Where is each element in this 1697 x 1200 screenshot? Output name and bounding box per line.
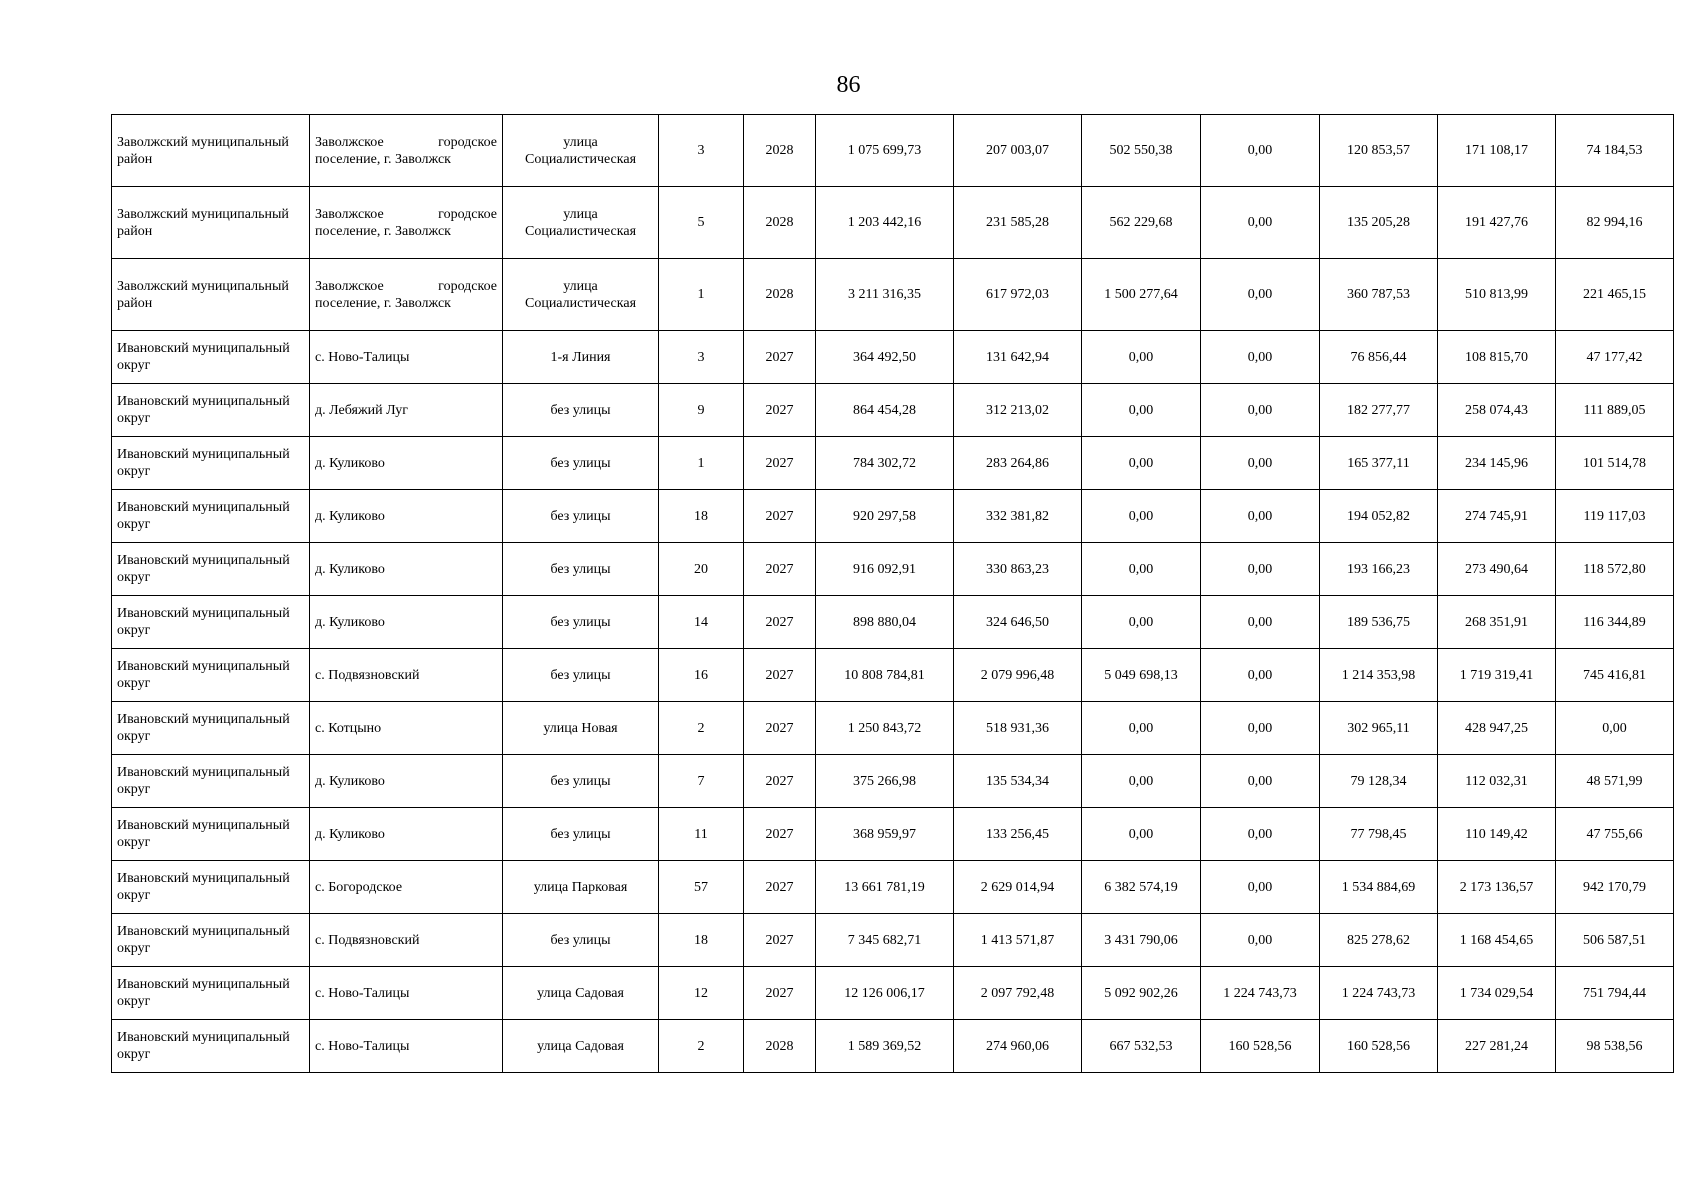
amount-col3-cell: 0,00: [1082, 543, 1201, 596]
total-cost-cell: 1 589 369,52: [816, 1020, 954, 1073]
amount-col7-cell: 751 794,44: [1556, 967, 1674, 1020]
street-cell: улица Социалистическая: [503, 115, 659, 187]
street-cell: улица Социалистическая: [503, 259, 659, 331]
amount-col4-cell: 0,00: [1201, 702, 1320, 755]
street-cell: улица Садовая: [503, 967, 659, 1020]
street-cell: без улицы: [503, 384, 659, 437]
amount-col5-cell: 77 798,45: [1320, 808, 1438, 861]
amount-col2-cell: 332 381,82: [954, 490, 1082, 543]
amount-col3-cell: 0,00: [1082, 702, 1201, 755]
amount-col3-cell: 5 092 902,26: [1082, 967, 1201, 1020]
amount-col4-cell: 1 224 743,73: [1201, 967, 1320, 1020]
amount-col4-cell: 0,00: [1201, 115, 1320, 187]
amount-col6-cell: 191 427,76: [1438, 187, 1556, 259]
amount-col2-cell: 2 097 792,48: [954, 967, 1082, 1020]
total-cost-cell: 920 297,58: [816, 490, 954, 543]
amount-col3-cell: 0,00: [1082, 808, 1201, 861]
street-cell: улица Новая: [503, 702, 659, 755]
district-cell: Ивановский муниципальный округ: [112, 384, 310, 437]
settlement-cell: с. Подвязновский: [310, 914, 503, 967]
year-cell: 2027: [744, 967, 816, 1020]
amount-col5-cell: 76 856,44: [1320, 331, 1438, 384]
district-cell: Заволжский муниципальный район: [112, 187, 310, 259]
table-row: [112, 543, 1674, 596]
district-cell: Ивановский муниципальный округ: [112, 490, 310, 543]
total-cost-cell: 7 345 682,71: [816, 914, 954, 967]
amount-col4-cell: 0,00: [1201, 543, 1320, 596]
amount-col6-cell: 428 947,25: [1438, 702, 1556, 755]
settlement-cell: д. Куликово: [310, 543, 503, 596]
amount-col3-cell: 0,00: [1082, 437, 1201, 490]
amount-col5-cell: 360 787,53: [1320, 259, 1438, 331]
street-cell: без улицы: [503, 649, 659, 702]
table-row: [112, 115, 1674, 187]
amount-col6-cell: 108 815,70: [1438, 331, 1556, 384]
amount-col5-cell: 120 853,57: [1320, 115, 1438, 187]
amount-col7-cell: 221 465,15: [1556, 259, 1674, 331]
amount-col2-cell: 131 642,94: [954, 331, 1082, 384]
street-cell: 1-я Линия: [503, 331, 659, 384]
amount-col7-cell: 101 514,78: [1556, 437, 1674, 490]
amount-col3-cell: 502 550,38: [1082, 115, 1201, 187]
amount-col5-cell: 825 278,62: [1320, 914, 1438, 967]
district-cell: Ивановский муниципальный округ: [112, 967, 310, 1020]
amount-col6-cell: 510 813,99: [1438, 259, 1556, 331]
total-cost-cell: 784 302,72: [816, 437, 954, 490]
amount-col2-cell: 312 213,02: [954, 384, 1082, 437]
house-number-cell: 1: [659, 437, 744, 490]
street-cell: без улицы: [503, 755, 659, 808]
amount-col6-cell: 1 719 319,41: [1438, 649, 1556, 702]
amount-col2-cell: 330 863,23: [954, 543, 1082, 596]
total-cost-cell: 13 661 781,19: [816, 861, 954, 914]
table-row: [112, 702, 1674, 755]
house-number-cell: 18: [659, 490, 744, 543]
amount-col6-cell: 2 173 136,57: [1438, 861, 1556, 914]
house-number-cell: 2: [659, 702, 744, 755]
amount-col3-cell: 0,00: [1082, 596, 1201, 649]
street-cell: без улицы: [503, 914, 659, 967]
amount-col2-cell: 324 646,50: [954, 596, 1082, 649]
amount-col6-cell: 112 032,31: [1438, 755, 1556, 808]
table-row: [112, 1020, 1674, 1073]
settlement-cell: д. Куликово: [310, 596, 503, 649]
amount-col5-cell: 160 528,56: [1320, 1020, 1438, 1073]
amount-col7-cell: 0,00: [1556, 702, 1674, 755]
total-cost-cell: 375 266,98: [816, 755, 954, 808]
settlement-cell: д. Куликово: [310, 437, 503, 490]
year-cell: 2027: [744, 384, 816, 437]
table-row: [112, 331, 1674, 384]
amount-col6-cell: 227 281,24: [1438, 1020, 1556, 1073]
house-number-cell: 1: [659, 259, 744, 331]
total-cost-cell: 12 126 006,17: [816, 967, 954, 1020]
amount-col3-cell: 6 382 574,19: [1082, 861, 1201, 914]
amount-col3-cell: 667 532,53: [1082, 1020, 1201, 1073]
district-cell: Ивановский муниципальный округ: [112, 649, 310, 702]
district-cell: Ивановский муниципальный округ: [112, 861, 310, 914]
table-row: [112, 755, 1674, 808]
district-cell: Ивановский муниципальный округ: [112, 808, 310, 861]
table-row: [112, 259, 1674, 331]
settlement-cell: д. Куликово: [310, 490, 503, 543]
amount-col5-cell: 193 166,23: [1320, 543, 1438, 596]
amount-col7-cell: 48 571,99: [1556, 755, 1674, 808]
house-number-cell: 9: [659, 384, 744, 437]
settlement-cell: д. Лебяжий Луг: [310, 384, 503, 437]
total-cost-cell: 1 203 442,16: [816, 187, 954, 259]
year-cell: 2027: [744, 649, 816, 702]
street-cell: улица Парковая: [503, 861, 659, 914]
amount-col2-cell: 283 264,86: [954, 437, 1082, 490]
amount-col4-cell: 0,00: [1201, 331, 1320, 384]
street-cell: без улицы: [503, 596, 659, 649]
settlement-cell: с. Ново-Талицы: [310, 331, 503, 384]
amount-col6-cell: 258 074,43: [1438, 384, 1556, 437]
amount-col7-cell: 111 889,05: [1556, 384, 1674, 437]
amount-col3-cell: 0,00: [1082, 490, 1201, 543]
house-number-cell: 16: [659, 649, 744, 702]
amount-col4-cell: 0,00: [1201, 808, 1320, 861]
amount-col6-cell: 1 168 454,65: [1438, 914, 1556, 967]
district-cell: Ивановский муниципальный округ: [112, 914, 310, 967]
year-cell: 2027: [744, 914, 816, 967]
street-cell: улица Социалистическая: [503, 187, 659, 259]
total-cost-cell: 916 092,91: [816, 543, 954, 596]
table-row: [112, 649, 1674, 702]
amount-col7-cell: 74 184,53: [1556, 115, 1674, 187]
settlement-cell: Заволжское городское поселение, г. Заволжск: [310, 259, 503, 331]
district-cell: Ивановский муниципальный округ: [112, 702, 310, 755]
house-number-cell: 18: [659, 914, 744, 967]
year-cell: 2027: [744, 702, 816, 755]
total-cost-cell: 1 075 699,73: [816, 115, 954, 187]
amount-col5-cell: 1 224 743,73: [1320, 967, 1438, 1020]
year-cell: 2027: [744, 331, 816, 384]
amount-col3-cell: 0,00: [1082, 331, 1201, 384]
amount-col4-cell: 0,00: [1201, 755, 1320, 808]
amount-col7-cell: 118 572,80: [1556, 543, 1674, 596]
year-cell: 2027: [744, 543, 816, 596]
amount-col7-cell: 47 177,42: [1556, 331, 1674, 384]
amount-col5-cell: 194 052,82: [1320, 490, 1438, 543]
amount-col5-cell: 189 536,75: [1320, 596, 1438, 649]
amount-col4-cell: 0,00: [1201, 861, 1320, 914]
table-row: [112, 861, 1674, 914]
house-number-cell: 14: [659, 596, 744, 649]
table-row: [112, 490, 1674, 543]
amount-col5-cell: 1 214 353,98: [1320, 649, 1438, 702]
amount-col4-cell: 0,00: [1201, 384, 1320, 437]
district-cell: Ивановский муниципальный округ: [112, 755, 310, 808]
settlement-cell: д. Куликово: [310, 808, 503, 861]
amount-col3-cell: 3 431 790,06: [1082, 914, 1201, 967]
amount-col4-cell: 160 528,56: [1201, 1020, 1320, 1073]
settlement-cell: с. Богородское: [310, 861, 503, 914]
amount-col7-cell: 119 117,03: [1556, 490, 1674, 543]
amount-col5-cell: 302 965,11: [1320, 702, 1438, 755]
street-cell: улица Садовая: [503, 1020, 659, 1073]
year-cell: 2028: [744, 1020, 816, 1073]
amount-col7-cell: 47 755,66: [1556, 808, 1674, 861]
amount-col3-cell: 0,00: [1082, 755, 1201, 808]
amount-col3-cell: 1 500 277,64: [1082, 259, 1201, 331]
amount-col2-cell: 133 256,45: [954, 808, 1082, 861]
total-cost-cell: 368 959,97: [816, 808, 954, 861]
amount-col4-cell: 0,00: [1201, 596, 1320, 649]
amount-col3-cell: 562 229,68: [1082, 187, 1201, 259]
amount-col5-cell: 165 377,11: [1320, 437, 1438, 490]
settlement-cell: Заволжское городское поселение, г. Заволжск: [310, 115, 503, 187]
amount-col5-cell: 182 277,77: [1320, 384, 1438, 437]
table-row: [112, 596, 1674, 649]
amount-col6-cell: 273 490,64: [1438, 543, 1556, 596]
amount-col5-cell: 135 205,28: [1320, 187, 1438, 259]
settlement-cell: с. Ново-Талицы: [310, 967, 503, 1020]
amount-col3-cell: 5 049 698,13: [1082, 649, 1201, 702]
table-row: [112, 437, 1674, 490]
amount-col7-cell: 745 416,81: [1556, 649, 1674, 702]
amount-col2-cell: 2 629 014,94: [954, 861, 1082, 914]
table-row: [112, 187, 1674, 259]
table-row: [112, 384, 1674, 437]
page-number: 86: [836, 72, 861, 98]
total-cost-cell: 864 454,28: [816, 384, 954, 437]
year-cell: 2027: [744, 861, 816, 914]
street-cell: без улицы: [503, 543, 659, 596]
year-cell: 2027: [744, 437, 816, 490]
total-cost-cell: 3 211 316,35: [816, 259, 954, 331]
house-number-cell: 5: [659, 187, 744, 259]
district-cell: Ивановский муниципальный округ: [112, 437, 310, 490]
amount-col4-cell: 0,00: [1201, 649, 1320, 702]
amount-col4-cell: 0,00: [1201, 259, 1320, 331]
house-number-cell: 3: [659, 115, 744, 187]
total-cost-cell: 1 250 843,72: [816, 702, 954, 755]
amount-col2-cell: 2 079 996,48: [954, 649, 1082, 702]
total-cost-cell: 10 808 784,81: [816, 649, 954, 702]
amount-col2-cell: 518 931,36: [954, 702, 1082, 755]
housing-registry-table: [111, 114, 1674, 1073]
house-number-cell: 20: [659, 543, 744, 596]
house-number-cell: 2: [659, 1020, 744, 1073]
amount-col2-cell: 274 960,06: [954, 1020, 1082, 1073]
street-cell: без улицы: [503, 437, 659, 490]
house-number-cell: 3: [659, 331, 744, 384]
amount-col2-cell: 207 003,07: [954, 115, 1082, 187]
year-cell: 2027: [744, 596, 816, 649]
amount-col2-cell: 231 585,28: [954, 187, 1082, 259]
amount-col6-cell: 1 734 029,54: [1438, 967, 1556, 1020]
amount-col5-cell: 79 128,34: [1320, 755, 1438, 808]
settlement-cell: с. Ново-Талицы: [310, 1020, 503, 1073]
house-number-cell: 57: [659, 861, 744, 914]
house-number-cell: 7: [659, 755, 744, 808]
table-row: [112, 967, 1674, 1020]
house-number-cell: 12: [659, 967, 744, 1020]
street-cell: без улицы: [503, 808, 659, 861]
amount-col6-cell: 171 108,17: [1438, 115, 1556, 187]
amount-col4-cell: 0,00: [1201, 437, 1320, 490]
amount-col4-cell: 0,00: [1201, 187, 1320, 259]
settlement-cell: с. Котцыно: [310, 702, 503, 755]
district-cell: Ивановский муниципальный округ: [112, 596, 310, 649]
year-cell: 2027: [744, 490, 816, 543]
year-cell: 2027: [744, 808, 816, 861]
year-cell: 2028: [744, 259, 816, 331]
total-cost-cell: 898 880,04: [816, 596, 954, 649]
amount-col5-cell: 1 534 884,69: [1320, 861, 1438, 914]
table-row: [112, 914, 1674, 967]
street-cell: без улицы: [503, 490, 659, 543]
settlement-cell: Заволжское городское поселение, г. Заволжск: [310, 187, 503, 259]
amount-col2-cell: 1 413 571,87: [954, 914, 1082, 967]
year-cell: 2028: [744, 187, 816, 259]
district-cell: Ивановский муниципальный округ: [112, 1020, 310, 1073]
amount-col6-cell: 268 351,91: [1438, 596, 1556, 649]
district-cell: Заволжский муниципальный район: [112, 115, 310, 187]
amount-col7-cell: 506 587,51: [1556, 914, 1674, 967]
district-cell: Заволжский муниципальный район: [112, 259, 310, 331]
table-row: [112, 808, 1674, 861]
amount-col4-cell: 0,00: [1201, 490, 1320, 543]
year-cell: 2028: [744, 115, 816, 187]
amount-col6-cell: 274 745,91: [1438, 490, 1556, 543]
amount-col3-cell: 0,00: [1082, 384, 1201, 437]
amount-col4-cell: 0,00: [1201, 914, 1320, 967]
amount-col7-cell: 942 170,79: [1556, 861, 1674, 914]
amount-col7-cell: 98 538,56: [1556, 1020, 1674, 1073]
year-cell: 2027: [744, 755, 816, 808]
amount-col7-cell: 116 344,89: [1556, 596, 1674, 649]
district-cell: Ивановский муниципальный округ: [112, 331, 310, 384]
amount-col2-cell: 135 534,34: [954, 755, 1082, 808]
amount-col2-cell: 617 972,03: [954, 259, 1082, 331]
amount-col6-cell: 110 149,42: [1438, 808, 1556, 861]
settlement-cell: д. Куликово: [310, 755, 503, 808]
settlement-cell: с. Подвязновский: [310, 649, 503, 702]
amount-col7-cell: 82 994,16: [1556, 187, 1674, 259]
district-cell: Ивановский муниципальный округ: [112, 543, 310, 596]
amount-col6-cell: 234 145,96: [1438, 437, 1556, 490]
total-cost-cell: 364 492,50: [816, 331, 954, 384]
house-number-cell: 11: [659, 808, 744, 861]
